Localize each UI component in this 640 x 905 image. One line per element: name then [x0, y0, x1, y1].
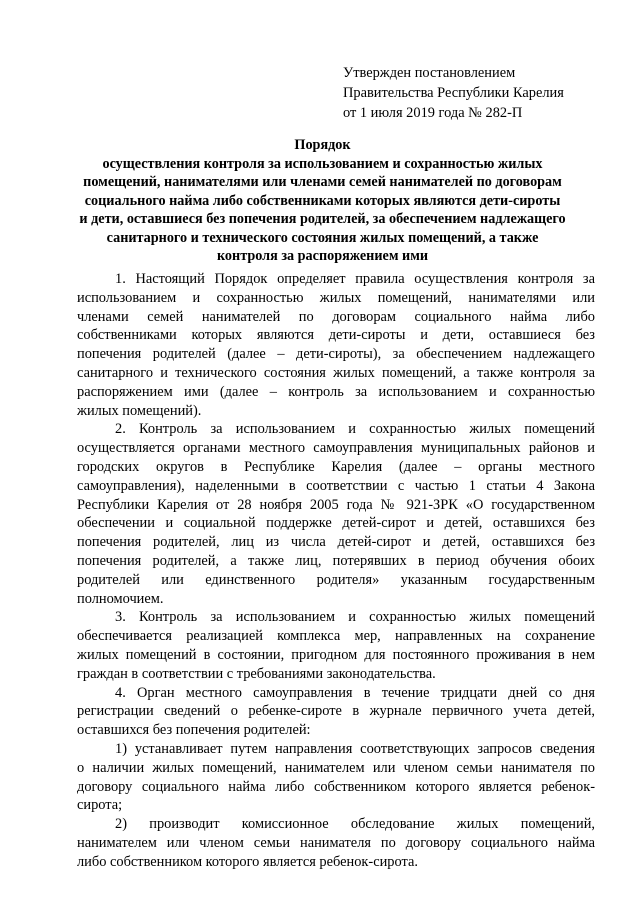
document-body — [77, 270, 595, 872]
paragraph-line: санитарного и технического состояния жилых помещений, а также контроля за — [77, 364, 595, 381]
paragraph-line: либо собственником которого является ребенок-сирота. — [77, 853, 418, 870]
paragraph-1 — [77, 270, 595, 420]
title-line: санитарного и технического состояния жилых помещений, а также — [106, 229, 539, 246]
paragraph-line: попечения родителей (далее – дети-сироты), за обеспечением надлежащего — [77, 346, 595, 363]
paragraph-line: использованием и сохранностью жилых помещений, нанимателями или — [77, 289, 595, 306]
approval-line: Правительства Республики Карелия — [343, 85, 564, 101]
approval-line: Утвержден постановлением — [343, 65, 516, 81]
paragraph-line: осуществляется органами местного самоуправления муниципальных районов и — [77, 440, 595, 457]
paragraph-line: попечения родителей, лиц из числа детей-сирот и детей, оставшихся без — [77, 534, 595, 551]
document-title — [60, 136, 585, 266]
paragraph-line: 3. Контроль за использованием и сохранностью жилых помещений — [115, 609, 595, 626]
title-line: Порядок — [294, 137, 351, 153]
paragraph-line: оставшихся без попечения родителей: — [77, 722, 311, 739]
paragraph-line: полномочием. — [77, 590, 164, 607]
paragraph-line: попечения родителей, а также лиц, потерявших в период обучения обоих — [77, 552, 595, 569]
paragraph-line: сирота; — [77, 797, 123, 814]
paragraph-line: граждан в соответствии с требованиями законодательства. — [77, 665, 436, 682]
paragraph-line: обеспечении и социальной поддержке детей-сирот и детей, оставшихся без — [77, 515, 595, 532]
paragraph-line: 2. Контроль за использованием и сохранностью жилых помещений — [115, 421, 595, 438]
title-line: осуществления контроля за использованием и сохранностью жилых — [102, 155, 543, 172]
paragraph-line: регистрации сведений о ребенке-сироте в журнале первичного учета детей, — [77, 703, 595, 720]
paragraph-line: обеспечивается реализацией комплекса мер, направленных на сохранение — [77, 628, 595, 645]
title-line: и дети, оставшиеся без попечения родителей, за обеспечением надлежащего — [79, 211, 566, 227]
paragraph-2 — [77, 420, 595, 608]
paragraph-line: 4. Орган местного самоуправления в течение тридцати дней со дня — [115, 684, 595, 701]
paragraph-line: жилых помещений). — [77, 402, 202, 419]
paragraph-line: 1. Настоящий Порядок определяет правила осуществления контроля за — [115, 271, 595, 287]
paragraph-line: распоряжением ими (далее – контроль за использованием и сохранностью — [77, 383, 595, 400]
paragraph-line: 1) устанавливает путем направления соответствующих запросов сведения — [115, 740, 595, 757]
paragraph-line: договору социального найма либо собственником которого является ребенок- — [77, 778, 595, 795]
paragraph-line: 2) производит комиссионное обследование жилых помещений, — [115, 816, 595, 833]
paragraph-line: самоуправления), наделенными в соответствии с частью 1 статьи 4 Закона — [77, 477, 595, 494]
paragraph-line: о наличии жилых помещений, нанимателем или членом семьи нанимателя по — [77, 759, 595, 776]
paragraph-line: родителей или единственного родителя» указанным государственным — [77, 571, 595, 588]
paragraph-6 — [77, 815, 595, 871]
paragraph-line: собственниками которых являются дети-сироты и дети, оставшиеся без — [77, 327, 595, 344]
title-line: помещений, нанимателями или членами семей нанимателей по договорам — [83, 174, 562, 190]
approval-line: от 1 июля 2019 года № 282-П — [343, 105, 523, 121]
paragraph-line: жилых помещений в состоянии, пригодном для постоянного проживания в нем — [77, 646, 595, 663]
paragraph-4 — [77, 684, 595, 740]
paragraph-line: Республики Карелия от 28 ноября 2005 года № 921-ЗРК «О государственном — [77, 496, 595, 513]
paragraph-5 — [77, 740, 595, 815]
title-line: социального найма либо собственниками которых являются дети-сироты — [84, 192, 561, 209]
paragraph-line: городских округов в Республике Карелия (далее – органы местного — [77, 458, 595, 475]
paragraph-line: членами семей нанимателей по договорам социального найма либо — [77, 308, 595, 325]
title-line: контроля за распоряжением ими — [216, 248, 429, 264]
paragraph-3 — [77, 608, 595, 683]
paragraph-line: нанимателем или членом семьи нанимателя по договору социального найма — [77, 834, 595, 851]
approval-stamp — [343, 63, 564, 123]
